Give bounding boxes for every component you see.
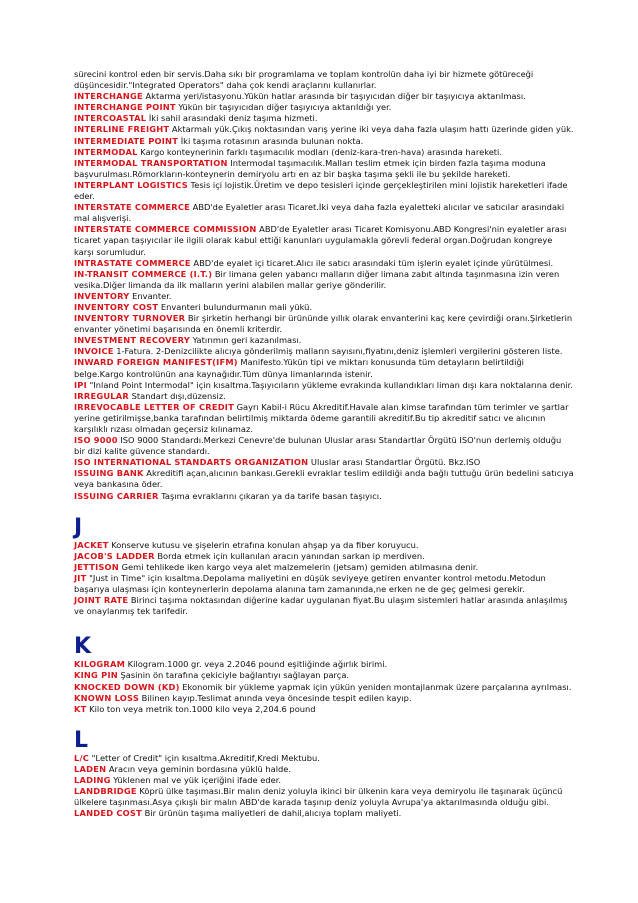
glossary-term: INTERPLANT LOGISTICS [74, 179, 188, 190]
glossary-definition: Yükün bir taşıyıcıdan diğer taşıyıcıya aktarıldığı yer. [175, 102, 392, 113]
glossary-entry [74, 302, 574, 313]
glossary-entry [74, 202, 574, 224]
glossary-term: LANDBRIDGE [74, 786, 137, 797]
glossary-term: KNOWN LOSS [74, 692, 140, 703]
glossary-definition: Akreditifi açan,alıcının bankası.Gerekli evraklar teslim edildiği anda bağlı tuttuğu ürün bedelini satıcıya veya bankasına öder. [74, 468, 574, 490]
glossary-term: KNOCKED DOWN (KD) [74, 681, 180, 692]
glossary-definition: "Inland Point Intermodal" için kısaltma.Taşıyıcıların yükleme evrakında kullandıkları liman dışı kara noktalarına denir. [86, 379, 573, 390]
glossary-definition: Bir limana gelen yabancı malların diğer limana zabıt altında taşınmasına izin veren vesika.Diğer limanda da ilk malların yerini alabilen mallar geriye gönderilir. [74, 268, 560, 290]
glossary-term: INTERMEDIATE POINT [74, 135, 179, 146]
glossary-term: INTERSTATE COMMERCE [74, 202, 190, 213]
glossary-entry [74, 457, 574, 468]
glossary-definition: Kilo ton veya metrik ton.1000 kilo veya 2,204.6 pound [86, 703, 316, 714]
glossary-term: ISO INTERNATIONAL STANDARTS ORGANIZATION [74, 457, 309, 468]
glossary-definition: Birinci taşıma noktasından diğerine kadar uygulanan fiyat.Bu ulaşım sistemleri hatlar arasında anlaşılmış ve onaylanmış tek tarifedir. [74, 595, 568, 617]
glossary-term: KING PIN [74, 670, 118, 681]
glossary-definition: İki sahil arasındaki deniz taşıma hizmeti. [146, 113, 318, 124]
glossary-definition: Envanteri bulundurmanın mali yükü. [158, 301, 313, 312]
glossary-entry [74, 670, 574, 681]
glossary-definition: Kilogram.1000 gr. veya 2.2046 pound eşitliğinde ağırlık birimi. [125, 659, 388, 670]
glossary-entry [74, 468, 574, 490]
glossary-definition: ABD'de Eyaletler arası Ticaret Komisyonu.ABD Kongresi'nin eyaletler arası ticaret yapan taşıyıcılar ile ilgili olarak kabul ettiği kanunları uygulamakla görevli federal organ.Doğrudan kongreye karşı sorumludur. [74, 224, 567, 257]
section-letter-heading: K [74, 634, 92, 660]
glossary-term: INVENTORY [74, 290, 130, 301]
glossary-term: INVESTMENT RECOVERY [74, 335, 190, 346]
glossary-section-j [74, 516, 574, 618]
glossary-definition: Aktarma yeri/istasyonu.Yükün hatlar arasında bir taşıyıcıdan diğer bir taşıyıcıya aktarılması. [142, 91, 526, 102]
glossary-definition: Standart dışı,düzensiz. [128, 390, 226, 401]
glossary-entry [74, 808, 574, 819]
glossary-term: INTERCOASTAL [74, 113, 147, 124]
glossary-term: INVENTORY COST [74, 301, 159, 312]
glossary-entry [74, 562, 574, 573]
glossary-entry [74, 91, 574, 102]
glossary-entry [74, 595, 574, 617]
glossary-entry [74, 357, 574, 379]
glossary-entry [74, 180, 574, 202]
glossary-term: JACKET [74, 539, 109, 550]
glossary-term: ISO 9000 [74, 435, 118, 446]
intro-continuation: sürecini kontrol eden bir servis.Daha sıkı bir programlama ve toplam kontrolün daha iyi bir hizmete götüreceği düşüncesidir."Integrated Operators" daha çok kendi araçlarını kullanırlar. [74, 69, 534, 91]
glossary-entry [74, 775, 574, 786]
glossary-term: INTRASTATE COMMERCE [74, 257, 191, 268]
glossary-entry [74, 158, 574, 180]
glossary-definition: Ekonomik bir yükleme yapmak için yükün yeniden montajlanmak üzere parçalarına ayrılması. [179, 681, 572, 692]
glossary-entry [74, 764, 574, 775]
glossary-term: INTERSTATE COMMERCE COMMISSION [74, 224, 257, 235]
glossary-term: INTERCHANGE [74, 91, 143, 102]
glossary-entry [74, 380, 574, 391]
glossary-entry [74, 313, 574, 335]
glossary-definition: Kargo konteynerinin farklı taşımacılık modları (deniz-kara-tren-hava) arasında hareketi. [137, 146, 502, 157]
glossary-section-k [74, 635, 574, 714]
glossary-entry [74, 704, 574, 715]
glossary-definition: Köprü ülke taşıması.Bir malın deniz yoluyla ikinci bir ülkenin kara veya demiryolu ile taşınarak üçüncü ülkelere taşınması.Asya çıkışlı bir malın ABD'de karada taşınıp deniz yoluyla Avrupa'ya aktarılmasında olduğu gibi. [74, 786, 563, 808]
glossary-entry [74, 224, 574, 257]
glossary-term: INWARD FOREIGN MANIFEST(IFM) [74, 357, 238, 368]
glossary-entry [74, 693, 574, 704]
glossary-definition: ABD'de eyalet içi ticaret.Alıcı ile satıcı arasındaki tüm işlerin eyalet içinde yürütülmesi. [190, 257, 554, 268]
glossary-definition: Aktarmalı yük.Çıkış noktasından varış yerine iki veya daha fazla ulaşım hattı üzerinde giden yük. [169, 124, 574, 135]
glossary-entry [74, 551, 574, 562]
glossary-entry [74, 682, 574, 693]
glossary-term: LANDED COST [74, 808, 142, 819]
glossary-term: IRREVOCABLE LETTER OF CREDIT [74, 401, 234, 412]
glossary-entry [74, 147, 574, 158]
glossary-definition: Konserve kutusu ve şişelerin etrafına konulan ahşap ya da fiber koruyucu. [108, 539, 419, 550]
glossary-definition: Gayrı Kabil-i Rücu Akreditif.Havale alan kimse tarafından tüm terimler ve şartlar yerine getirilmişse,banka tarafından belirtilmiş miktarda ödeme garantili akreditif.Bu tip akreditif satıcı ve alıcının karşılıklı rızası olmadan geçersiz kılınamaz. [74, 401, 569, 434]
glossary-term: ISSUING BANK [74, 468, 144, 479]
glossary-definition: Yüklenen mal ve yük içeriğini ifade eder. [110, 774, 282, 785]
glossary-entry [74, 258, 574, 269]
glossary-term: JETTISON [74, 561, 119, 572]
glossary-term: INVOICE [74, 346, 114, 357]
glossary-term: ISSUING CARRIER [74, 490, 159, 501]
glossary-definition: Gemi tehlikede iken kargo veya alet malzemelerin (jetsam) gemiden atılmasına denir. [118, 561, 479, 572]
glossary-definition: Intermodal taşımacılık.Malları teslim etmek için birden fazla taşıma moduna başvurulması.Römorkların-konteynerin demiryolu artı en az bir başka taşıma şekli ile bu şekilde hareketi. [74, 157, 546, 179]
glossary-entry [74, 786, 574, 808]
glossary-entry [74, 136, 574, 147]
glossary-definition: "Letter of Credit" için kısaltma.Akreditif,Kredi Mektubu. [89, 752, 320, 763]
glossary-entry [74, 402, 574, 435]
glossary-entry [74, 435, 574, 457]
glossary-section-l [74, 729, 574, 820]
glossary-page [74, 69, 574, 819]
glossary-term: INTERLINE FREIGHT [74, 124, 170, 135]
glossary-definition: İki taşıma rotasının arasında bulunan nokta. [178, 135, 364, 146]
glossary-entry [74, 391, 574, 402]
glossary-definition: Envanter. [129, 290, 172, 301]
glossary-term: INVENTORY TURNOVER [74, 313, 186, 324]
section-letter-heading: L [74, 727, 89, 753]
glossary-entry [74, 335, 574, 346]
glossary-definition: ABD'de Eyaletler arası Ticaret.İki veya daha fazla eyaletteki alıcılar ve satıcılar arasındaki mal alışverişi. [74, 202, 565, 224]
glossary-definition: Taşıma evraklarını çıkaran ya da tarife basan taşıyıcı. [158, 490, 382, 501]
glossary-sections [74, 91, 574, 819]
glossary-term: LADEN [74, 763, 107, 774]
glossary-term: LADING [74, 774, 111, 785]
glossary-definition: ISO 9000 Standardı.Merkezi Cenevre'de bulunan Uluslar arası Standartlar Örgütü ISO'nun derlemiş olduğu bir dizi kalite güvence standardı. [74, 435, 562, 457]
glossary-term: INTERMODAL [74, 146, 138, 157]
glossary-entry [74, 573, 574, 595]
glossary-definition: Şasinin ön tarafına çekiciyle bağlantıyı sağlayan parça. [117, 670, 350, 681]
glossary-entry [74, 659, 574, 670]
glossary-definition: Yatırımın geri kazanılması. [189, 335, 302, 346]
glossary-term: KT [74, 703, 87, 714]
glossary-entry [74, 124, 574, 135]
glossary-definition: Borda etmek için kullanılan aracın yanından sarkan ip merdiven. [154, 550, 425, 561]
glossary-entry [74, 291, 574, 302]
glossary-term: JOINT RATE [74, 595, 129, 606]
glossary-definition: Bir ürünün taşıma maliyetleri de dahil,alıcıya toplam maliyeti. [141, 808, 402, 819]
glossary-entry [74, 753, 574, 764]
glossary-entry [74, 269, 574, 291]
glossary-definition: Bir şirketin herhangi bir ürününde yıllık olarak envanterini kaç kere çevirdiği oranı.Şirketlerin envanter yönetimi başarısında en önemli kriterdir. [74, 313, 573, 335]
glossary-section-i [74, 91, 574, 501]
glossary-term: JACOB'S LADDER [74, 550, 155, 561]
glossary-entry [74, 491, 574, 502]
glossary-definition: Tesis içi lojistik.Üretim ve depo tesisleri içinde gerçekleştirilen mini lojistik hareketleri ifade eder. [74, 179, 568, 202]
glossary-definition: "Just in Time" için kısaltma.Depolama maliyetini en düşük seviyeye getiren envanter kontrol metodu.Metodun başarıya ulaşması için konteynerlerin depolama alanına tam zamanında,ne erken ne de geç gelmesi gerekir. [74, 572, 546, 595]
glossary-term: KILOGRAM [74, 659, 126, 670]
glossary-term: INTERCHANGE POINT [74, 102, 176, 113]
glossary-definition: Manifesto.Yükün tipi ve miktarı konusunda tüm detayların belirtildiği belge.Kargo kontrolünün ana kaynağıdır.Tüm dünya limanlarında istenir. [74, 357, 524, 379]
glossary-term: IN-TRANSIT COMMERCE (I.T.) [74, 268, 213, 279]
glossary-definition: Bilinen kayıp.Teslimat anında veya öncesinde tespit edilen kayıp. [139, 692, 412, 703]
glossary-definition: Uluslar arası Standartlar Örgütü. Bkz.ISO [308, 457, 481, 468]
glossary-term: IRREGULAR [74, 390, 129, 401]
glossary-entry [74, 102, 574, 113]
glossary-entry [74, 540, 574, 551]
glossary-term: IPI [74, 379, 87, 390]
section-letter-heading: J [74, 514, 83, 540]
glossary-entry [74, 346, 574, 357]
glossary-term: JIT [74, 572, 87, 583]
glossary-definition: 1-Fatura. 2-Denizcilikte alıcıya gönderilmiş malların sayısını,fiyatını,deniz işlemleri vergilerini gösteren liste. [113, 346, 563, 357]
glossary-definition: Aracın veya geminin bordasına yüklü halde. [106, 763, 292, 774]
glossary-term: L/C [74, 752, 90, 763]
glossary-entry [74, 113, 574, 124]
glossary-term: INTERMODAL TRANSPORTATION [74, 157, 228, 168]
